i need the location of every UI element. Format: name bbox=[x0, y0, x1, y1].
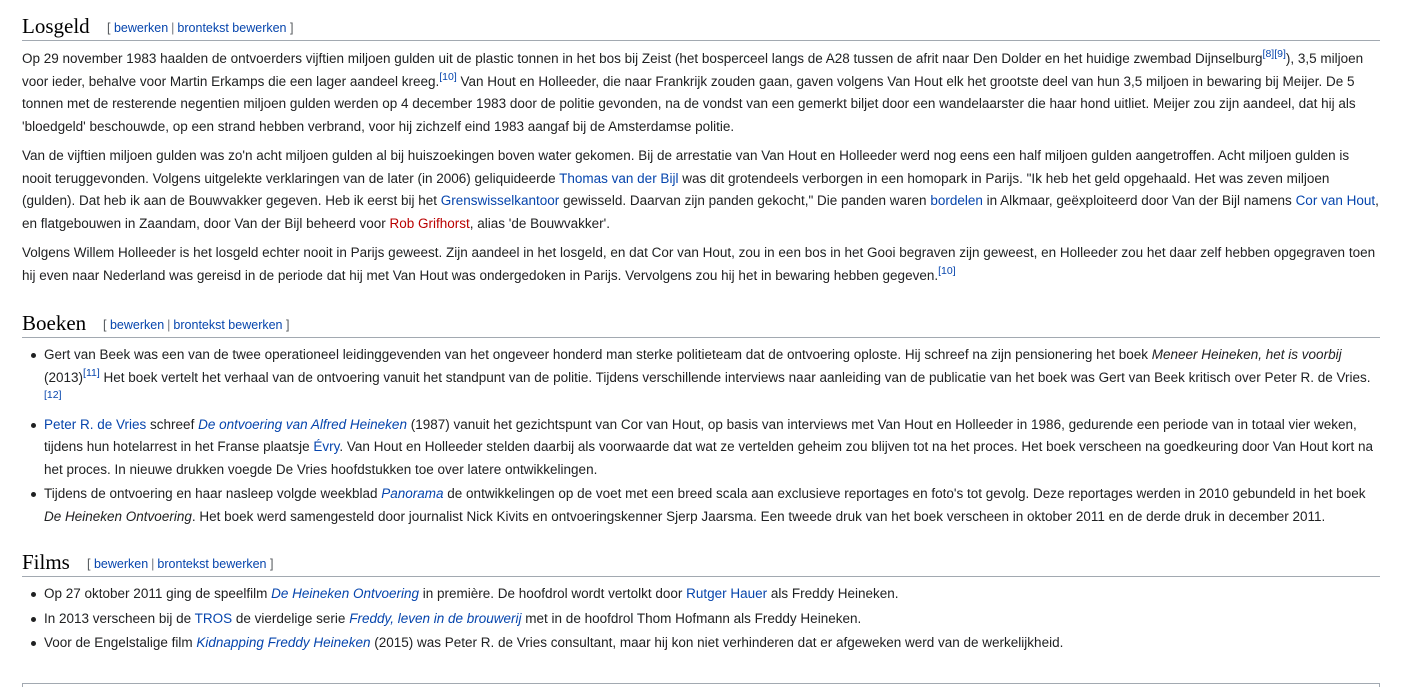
list-item: Tijdens de ontvoering en haar nasleep volgde weekblad Panorama de ontwikkelingen op de voet met een breed scala aan exclusieve reportages en foto's tot gevolg. Deze reportages werden in 2010 gebundeld in het boek De Heineken Ontvoering. Het boek werd samengesteld door journalist Nick Kivits en ontvoeringskenner Sjerp Jaarsma. Een tweede druk van het boek verscheen in oktober 2011 en de derde druk in december 2011. bbox=[44, 483, 1380, 528]
bullet bbox=[31, 641, 36, 646]
article-link[interactable]: TROS bbox=[194, 610, 233, 626]
paragraph: Op 29 november 1983 haalden de ontvoerders vijftien miljoen gulden uit de plastic tonnen in het bos bij Zeist (het bosperceel langs de A28 tussen de afrit naar Den Dolder en het huidige zwembad Dijnselburg[8][9]), 3,5 miljoen voor ieder, behalve voor Martin Erkamps die een lager aandeel kreeg.[10] Van Hout en Holleeder, die naar Frankrijk zouden gaan, gaven volgens Van Hout elk het grootste deel van hun 3,5 miljoen in bewaring bij Meijer. De 5 tonnen met de resterende negentien miljoen gulden werden op 4 december 1983 door de politie gevonden, na de vondst van een gemerkt biljet door een wandelaarster die haar hond uitliet. Meijer zou zijn aandeel, dat hij als 'bloedgeld' beschouwde, op een strand hebben verbrand, voor hij zichzelf eind 1983 aangaf bij de Amsterdamse politie. bbox=[22, 48, 1364, 134]
edit-source-link[interactable]: brontekst bewerken bbox=[177, 21, 287, 35]
section-title-boeken: Boeken bbox=[22, 311, 87, 335]
reference-link[interactable]: [11] bbox=[83, 366, 100, 379]
paragraph: Van de vijftien miljoen gulden was zo'n acht miljoen gulden al bij huiszoekingen boven water gekomen. Bij de arrestatie van Van Hout en Holleeder werd nog eens een half miljoen gulden aangetroffen. Acht miljoen gulden is nooit teruggevonden. Volgens uitgelekte verklaringen van de later (in 2006) geliquideerde Thomas van der Bijl was dit grotendeels verborgen in een homopark in Parijs. "Ik heb het geld opgehaald. Het was zeven miljoen (gulden). Dat heb ik aan de Bouwvakker gegeven. Heb ik eerst bij het Grenswisselkantoor gewisseld. Daarvan zijn panden gekocht," Die panden waren bordelen in Alkmaar, geëxploiteerd door Van der Bijl namens Cor van Hout, en flatgebouwen in Zaandam, door Van der Bijl beheerd voor Rob Grifhorst, alias 'de Bouwvakker'. bbox=[22, 148, 1379, 231]
edit-section-losgeld: [ bewerken | brontekst bewerken ] bbox=[107, 21, 294, 35]
article-link[interactable]: Évry bbox=[313, 439, 340, 454]
reference-link[interactable]: [9] bbox=[1274, 48, 1286, 60]
list-item: Peter R. de Vries schreef De ontvoering van Alfred Heineken (1987) vanuit het gezichtspunt van Cor van Hout, op basis van interviews met Van Hout en Holleeder in 1986, gedurende een periode van in totaal vier weken, tijdens hun hotelarrest in het Franse plaatsje Évry. Van Hout en Holleeder stelden daarbij als voorwaarde dat wat ze vertelden geheim zou blijven tot na het proces. Het boek verscheen na goedkeuring door Van Hout kort na het proces. In nieuwe drukken voegde De Vries hoofdstukken toe over latere ontwikkelingen. bbox=[44, 414, 1380, 482]
article-link[interactable]: bordelen bbox=[930, 193, 983, 208]
edit-section-boeken: [ bewerken | brontekst bewerken ] bbox=[103, 318, 290, 332]
article-link[interactable]: Peter R. de Vries bbox=[44, 416, 147, 432]
section-heading-films bbox=[22, 546, 1380, 577]
article-link[interactable]: Grenswisselkantoor bbox=[440, 193, 560, 208]
list-item: Gert van Beek was een van de twee operationeel leidinggevenden van het ongeveer honderd man sterke politieteam dat de ontvoering oploste. Hij schreef na zijn pensionering het boek Meneer Heineken, het is voorbij (2013)[11] Het boek vertelt het verhaal van de ontvoering vanuit het standpunt van de politie. Tijdens verschillende interviews naar aanleiding van de publicatie van het boek was Gert van Beek kritisch over Peter R. de Vries.[12] bbox=[44, 344, 1380, 412]
navbox-top-border bbox=[22, 683, 1380, 687]
article-link[interactable]: De ontvoering van Alfred Heineken bbox=[198, 416, 407, 432]
film-list bbox=[22, 583, 1380, 655]
list-item: In 2013 verscheen bij de TROS de vierdelige serie Freddy, leven in de brouwerij met in de hoofdrol Thom Hofmann als Freddy Heineken. bbox=[44, 608, 1380, 631]
paragraph: Volgens Willem Holleeder is het losgeld echter nooit in Parijs geweest. Zijn aandeel in het losgeld, en dat Cor van Hout, zou in een bos in het Gooi begraven zijn geweest, en Holleeder zou het daar zelf hebben opgegraven toen hij even naar Nederland was gereisd in de periode dat hij met Van Hout was ondergedoken in Parijs. Vervolgens zou hij het in bewaring hebben gegeven.[10] bbox=[22, 245, 1376, 283]
reference-link[interactable]: [12] bbox=[44, 389, 62, 401]
edit-link[interactable]: bewerken bbox=[93, 557, 149, 571]
bullet bbox=[31, 617, 36, 622]
article-link[interactable]: Panorama bbox=[381, 486, 444, 501]
list-item: Voor de Engelstalige film Kidnapping Freddy Heineken (2015) was Peter R. de Vries consultant, maar hij kon niet verhinderen dat er afgeweken werd van de werkelijkheid. bbox=[44, 632, 1380, 655]
edit-source-link[interactable]: brontekst bewerken bbox=[173, 318, 283, 332]
edit-source-link[interactable]: brontekst bewerken bbox=[157, 557, 267, 571]
article-link[interactable]: De Heineken Ontvoering bbox=[271, 586, 419, 601]
edit-link[interactable]: bewerken bbox=[113, 21, 169, 35]
list-item: Op 27 oktober 2011 ging de speelfilm De Heineken Ontvoering in première. De hoofdrol wordt vertolkt door Rutger Hauer als Freddy Heineken. bbox=[44, 583, 1380, 606]
edit-link[interactable]: bewerken bbox=[109, 318, 165, 332]
article-link[interactable]: Thomas van der Bijl bbox=[559, 170, 679, 186]
section-heading-boeken bbox=[22, 307, 1380, 338]
section-title-films: Films bbox=[22, 550, 70, 574]
article-link[interactable]: Freddy, leven in de brouwerij bbox=[349, 610, 522, 626]
edit-section-films: [ bewerken | brontekst bewerken ] bbox=[87, 557, 274, 571]
missing-article-link[interactable]: Rob Grifhorst bbox=[389, 215, 470, 231]
reference-link[interactable]: [10] bbox=[439, 70, 457, 83]
bullet bbox=[31, 423, 36, 428]
bullet bbox=[31, 592, 36, 597]
bullet bbox=[31, 353, 36, 358]
reference-link[interactable]: [10] bbox=[938, 264, 956, 277]
article-link[interactable]: Cor van Hout bbox=[1295, 193, 1376, 208]
article-link[interactable]: Rutger Hauer bbox=[686, 586, 768, 601]
bullet bbox=[31, 492, 36, 497]
article-link[interactable]: Kidnapping Freddy Heineken bbox=[196, 635, 371, 650]
reference-link[interactable]: [8] bbox=[1262, 48, 1275, 60]
book-list bbox=[22, 344, 1380, 528]
article-content bbox=[22, 0, 1380, 657]
section-heading-losgeld bbox=[22, 0, 1380, 41]
section-title-losgeld: Losgeld bbox=[22, 14, 90, 38]
